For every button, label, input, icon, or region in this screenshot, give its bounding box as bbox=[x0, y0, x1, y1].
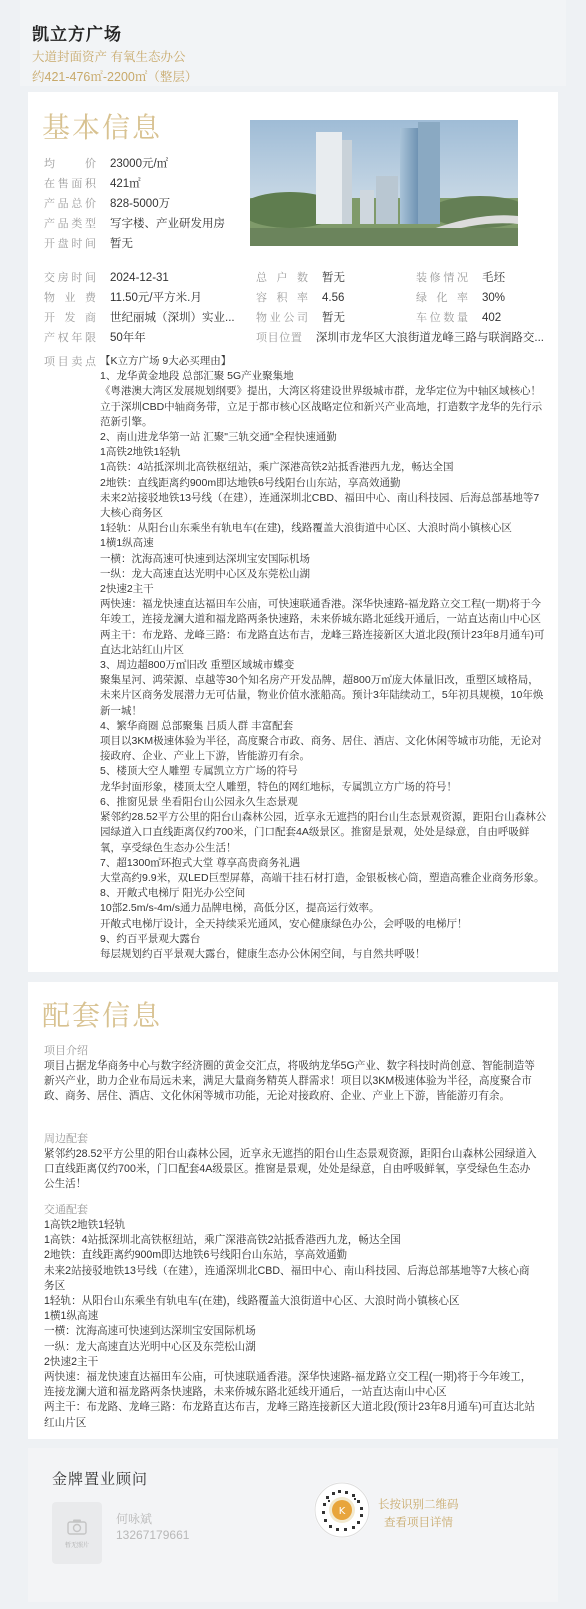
building-photo[interactable] bbox=[250, 120, 518, 246]
around-text: 紧邻约28.52平方公里的阳台山森林公园，近享永无遮挡的阳台山生态景观资源，距阳台山森林公园绿道入口直线距离仅约700米，门口配套4A级景区。推窗是景观，处处是绿意，自由呼吸鲜氧，享受绿色生态办公生活！ bbox=[44, 1148, 537, 1191]
avatar[interactable] bbox=[52, 1502, 102, 1564]
consultant-name: 何咏斌 bbox=[116, 1512, 153, 1526]
intro-label: 项目介绍 bbox=[44, 1045, 88, 1057]
info-row: 开盘时间 暂无 bbox=[44, 238, 133, 250]
basic-info-title: 基本信息 bbox=[42, 112, 163, 143]
consultant-card bbox=[28, 1448, 558, 1602]
traffic-text: 1高铁2地铁1轻轨 1高铁：4站抵深圳北高铁枢纽站，乘广深港高铁2站抵香港西九龙，畅达全国 2地铁：直线距离约900m即达地铁6号线阳台山东站，享高效通勤 未来2站接驳地铁13号线（在建），连通深圳北CBD、福田中心、南山科技园、后海总部基地等7大核心商务区 1轻轨：从阳台山东乘坐有轨电车(在建)，线路覆盖大浪街道中心区、大浪时尚小镇核心区 1横1纵高速 一横：沈海高速可快速到达深圳宝安国际机场 一纵：龙大高速直达光明中心区及东莞松山湖 2快速2主干 两快速：福龙快速直达福田车公庙，可快速联通香港。深华快速路-福龙路立交工程(一期)将于今年竣工，连接龙澜大道和福龙路两条快速路，未来侨城东路北延线开通后，一站直达南山中心区 两主干：布龙路、龙峰三路：布龙路直达布吉，龙峰三路连接新区大道北段(预计23年8月通车)可直达北站红山片区 bbox=[44, 1219, 535, 1429]
support-info-card bbox=[28, 982, 558, 1439]
basic-info-rows bbox=[44, 154, 244, 254]
mini-program-qr-code[interactable] bbox=[314, 1482, 370, 1538]
info-row: 在售面积 421㎡ bbox=[44, 178, 141, 190]
intro-text: 项目占据龙华商务中心与数字经济圈的黄金交汇点，将吸纳龙华5G产业、数字科技时尚创意、智能制造等新兴产业，助力企业布局远未来，满足大量商务精英人群需求！项目以3KM极速体验为半径，高度聚合市政、商务、居住、酒店、文化休闲等城市功能，无论对接政府、企业、产业上下游，皆能游刃有余。 bbox=[44, 1060, 535, 1103]
info-row: 产品类型 写字楼、产业研发用房 bbox=[44, 218, 225, 230]
page-subtitle-area: 约421-476㎡-2200㎡（整层） bbox=[32, 70, 198, 84]
info-grid-row: 开发商 世纪丽城（深圳）实业... 物业公司 暂无 车位数量 402 bbox=[44, 312, 502, 324]
around-label: 周边配套 bbox=[44, 1133, 88, 1145]
camera-icon bbox=[67, 1518, 87, 1536]
qr-hint-details: 查看项目详情 bbox=[384, 1517, 453, 1529]
info-grid-row: 交房时间 2024-12-31 总户数 暂无 装修情况 毛坯 bbox=[44, 272, 505, 284]
avatar-caption: 暂无照片 bbox=[64, 1542, 89, 1549]
traffic-label: 交通配套 bbox=[44, 1204, 88, 1216]
qr-hint-scan: 长按识别二维码 bbox=[378, 1499, 459, 1511]
info-grid-row: 产权年限 50年年 项目位置 深圳市龙华区大浪街道龙峰三路与联润路交... bbox=[44, 328, 544, 348]
consultant-title: 金牌置业顾问 bbox=[52, 1471, 149, 1488]
page-title: 凯立方广场 bbox=[32, 25, 122, 44]
page-header bbox=[20, 0, 566, 86]
features-text: 【K立方广场 9大必买理由】 1、龙华黄金地段 总部汇聚 5G产业聚集地 《粤港澳大湾区发展规划纲要》提出，大湾区将建设世界级城市群，龙华定位为中轴区域核心！立于深圳CBD中轴商务带，立足于都市核心区战略定位和新兴产业高地，打造数字龙华的先行示范新引擎。 2、南山进龙华第一站 汇聚"三轨交通"全程快速通勤 1高铁2地铁1轻轨 1高铁：4站抵深圳北高铁枢纽站，乘广深港高铁2站抵香港西九龙，畅达全国 2地铁：直线距离约900m即达地铁6号线阳台山东站，享高效通勤 未来2站接驳地铁13号线（在建），连通深圳北CBD、福田中心、南山科技园、后海总部基地等7大核心商务区 1轻轨：从阳台山东乘坐有轨电车(在建)，线路覆盖大浪街道中心区、大浪时尚小镇核心区 1横1纵高速 一横：沈海高速可快速到达深圳宝安国际机场 一纵：龙大高速直达光明中心区及东莞松山湖 2快速2主干 两快速：福龙快速直达福田车公庙，可快速联通香港。深华快速路-福龙路立交工程(一期)将于今年竣工，连接龙澜大道和福龙路两条快速路，未来侨城东路北延线开通后，一站直达南山中心区 两主干：布龙路、龙峰三路：布龙路直达布吉，龙峰三路连接新区大道北段(预计23年8月通车)可直达北站红山片区 3、周边超800万㎡旧改 重塑区域城市蝶变 聚集星河、鸿荣源、卓越等30个知名房产开发品牌，超800万㎡庞大体量旧改，重塑区域格局，未来片区商务发展潜力无可估量，物业价值水涨船高。预计3年陆续动工，5年初具规模，10年焕新一城！ 4、繁华商圈 总部聚集 吕质人群 丰富配套 项目以3KM极速体验为半径，高度聚合市政、商务、居住、酒店、文化休闲等城市功能，无论对接政府、企业、产业上下游，皆能游刃有余。 5、楼顶大空人雕塑 专属凯立方广场的符号 龙华封面形象，楼顶太空人雕塑，特色的网红地标，专属凯立方广场的符号！ 6、推窗见景 坐看阳台山公园永久生态景观 紧邻约28.52平方公里的阳台山森林公园，近享永无遮挡的阳台山生态景观资源，距阳台山森林公园绿道入口直线距离仅约700米，门口配套4A级景区。推窗是景观，处处是绿意，自由呼吸鲜氧，享受绿色生态办公生活！ 7、超1300㎡环抱式大堂 尊享高贵商务礼遇 大堂高约9.9米，双LED巨型屏幕，高端干挂石材打造，金银板核心筒，塑造高雅企业商务形象。 8、开敞式电梯厅 阳光办公空间 10部2.5m/s-4m/s通力品牌电梯，高低分区，提高运行效率。 开敞式电梯厅设计，全天持续采光通风，安心健康绿色办公，会呼吸的电梯厅！ 9、约百平景观大露台 每层规划约百平景观大露台，健康生态办公休闲空间，与自然共呼吸！ bbox=[100, 355, 547, 960]
info-grid-row: 物业费 11.50元/平方米.月 容积率 4.56 绿化率 30% bbox=[44, 292, 506, 304]
page-subtitle-slogan: 大道封面资产 有氧生态办公 bbox=[32, 50, 186, 64]
building-photo-image bbox=[250, 120, 518, 246]
info-row: 均价 23000元/㎡ bbox=[44, 158, 169, 170]
project-location: 深圳市龙华区大浪街道龙峰三路与联润路交... bbox=[315, 332, 544, 344]
consultant-phone[interactable]: 13267179661 bbox=[116, 1528, 190, 1542]
support-info-title: 配套信息 bbox=[42, 1000, 163, 1031]
features-label: 项目卖点 bbox=[44, 356, 96, 368]
svg-text:K: K bbox=[338, 1506, 346, 1517]
info-row: 产品总价 828-5000万 bbox=[44, 198, 171, 210]
qr-code-icon bbox=[314, 1482, 370, 1538]
basic-info-card bbox=[28, 92, 558, 972]
